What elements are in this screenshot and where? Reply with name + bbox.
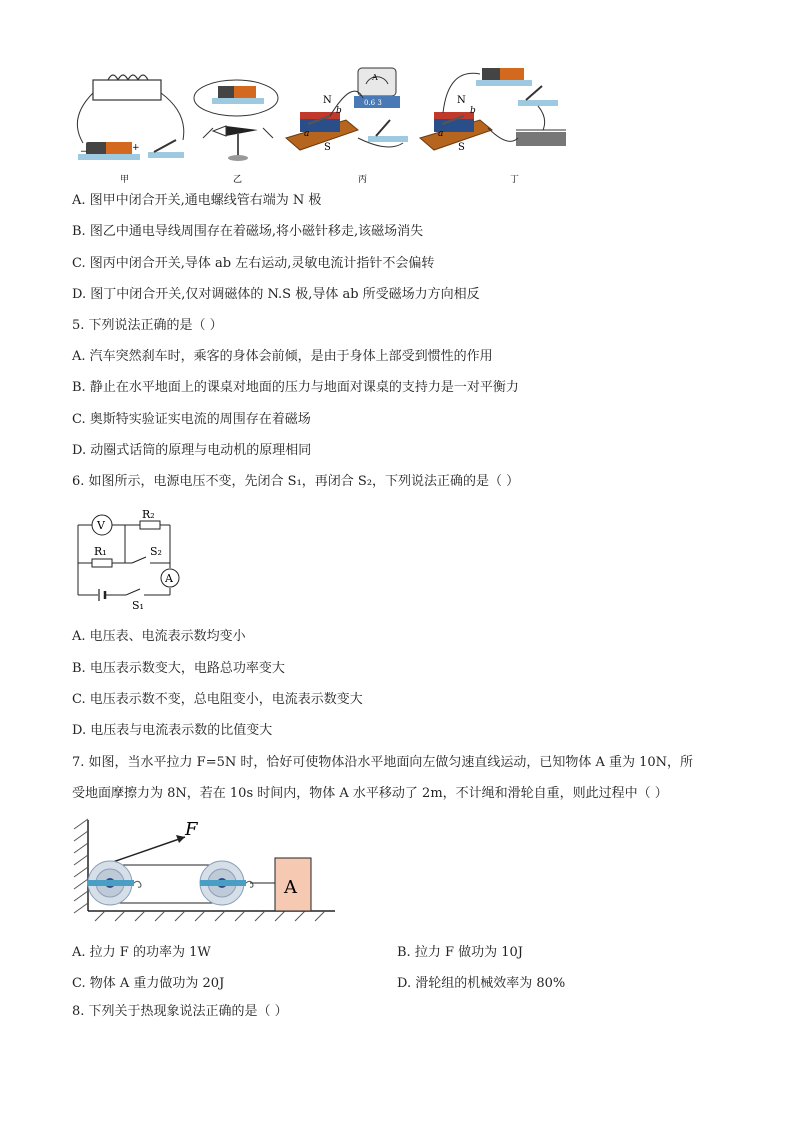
q6-option-a: A. 电压表、电流表示数均变小 (72, 629, 246, 644)
label-n2: N (457, 95, 466, 106)
label-s2: S (458, 142, 465, 153)
q7-pulley-diagram (70, 815, 340, 925)
q4-option-b: B. 图乙中通电导线周围存在着磁场,将小磁针移走,该磁场消失 (72, 224, 424, 239)
label-a1: a (304, 129, 310, 139)
meter-scale: 0.6 3 (364, 99, 382, 107)
q5-option-c: C. 奥斯特实验证实电流的周围存在着磁场 (72, 412, 311, 427)
caption-bing: 丙 (358, 175, 368, 185)
q7-option-d: D. 滑轮组的机械效率为 80% (397, 976, 566, 991)
force-label: F (185, 819, 198, 840)
caption-ding: 丁 (510, 175, 520, 185)
q5-option-b: B. 静止在水平地面上的课桌对地面的压力与地面对课桌的支持力是一对平衡力 (72, 380, 519, 395)
caption-jia: 甲 (120, 175, 130, 185)
label-r2: R₂ (142, 508, 155, 521)
q8-stem: 8. 下列关于热现象说法正确的是（ ） (72, 1004, 288, 1019)
label-s1: S₁ (132, 599, 144, 612)
q7-stem-line1: 7. 如图，当水平拉力 F=5N 时，恰好可使物体沿水平地面向左做匀速直线运动，已知物体 A 重为 10N，所 (72, 755, 694, 770)
figure-yi (194, 80, 278, 161)
label-r1: R₁ (94, 545, 107, 558)
svg-text:+: + (132, 143, 140, 153)
voltmeter-symbol: V (97, 519, 105, 532)
label-n1: N (323, 95, 332, 106)
figure-jia (77, 75, 184, 160)
q7-option-b: B. 拉力 F 做功为 10J (397, 945, 523, 960)
q5-stem: 5. 下列说法正确的是（ ） (72, 318, 223, 333)
label-b2: b (470, 106, 476, 116)
q6-option-b: B. 电压表示数变大，电路总功率变大 (72, 661, 285, 676)
q6-stem: 6. 如图所示，电源电压不变，先闭合 S₁，再闭合 S₂，下列说法正确的是（ ） (72, 474, 520, 489)
meter-letter: A (372, 73, 378, 82)
q7-option-c: C. 物体 A 重力做功为 20J (72, 976, 225, 991)
q6-circuit-diagram (70, 505, 190, 615)
q6-option-c: C. 电压表示数不变，总电阻变小，电流表示数变大 (72, 692, 363, 707)
q5-option-d: D. 动圈式话筒的原理与电动机的原理相同 (72, 443, 312, 458)
q4-option-a: A. 图甲中闭合开关,通电螺线管右端为 N 极 (72, 193, 322, 208)
q6-option-d: D. 电压表与电流表示数的比值变大 (72, 723, 273, 738)
label-s1: S (324, 142, 331, 153)
q4-option-c: C. 图丙中闭合开关,导体 ab 左右运动,灵敏电流计指针不会偏转 (72, 256, 435, 271)
q5-option-a: A. 汽车突然刹车时，乘客的身体会前倾，是由于身体上部受到惯性的作用 (72, 349, 493, 364)
q4-option-d: D. 图丁中闭合开关,仅对调磁体的 N.S 极,导体 ab 所受磁场力方向相反 (72, 287, 480, 302)
q7-option-a: A. 拉力 F 的功率为 1W (72, 945, 211, 960)
ammeter-symbol: A (165, 572, 173, 585)
electromagnetism-figures (68, 58, 578, 186)
q7-stem-line2: 受地面摩擦力为 8N，若在 10s 时间内，物体 A 水平移动了 2m，不计绳和滑轮自重，则此过程中（ ） (72, 786, 668, 801)
label-s2: S₂ (150, 545, 162, 558)
label-a2: a (438, 129, 444, 139)
caption-yi: 乙 (233, 175, 243, 185)
svg-text:−: − (80, 147, 88, 157)
label-b1: b (336, 106, 342, 116)
block-label: A (284, 877, 297, 898)
